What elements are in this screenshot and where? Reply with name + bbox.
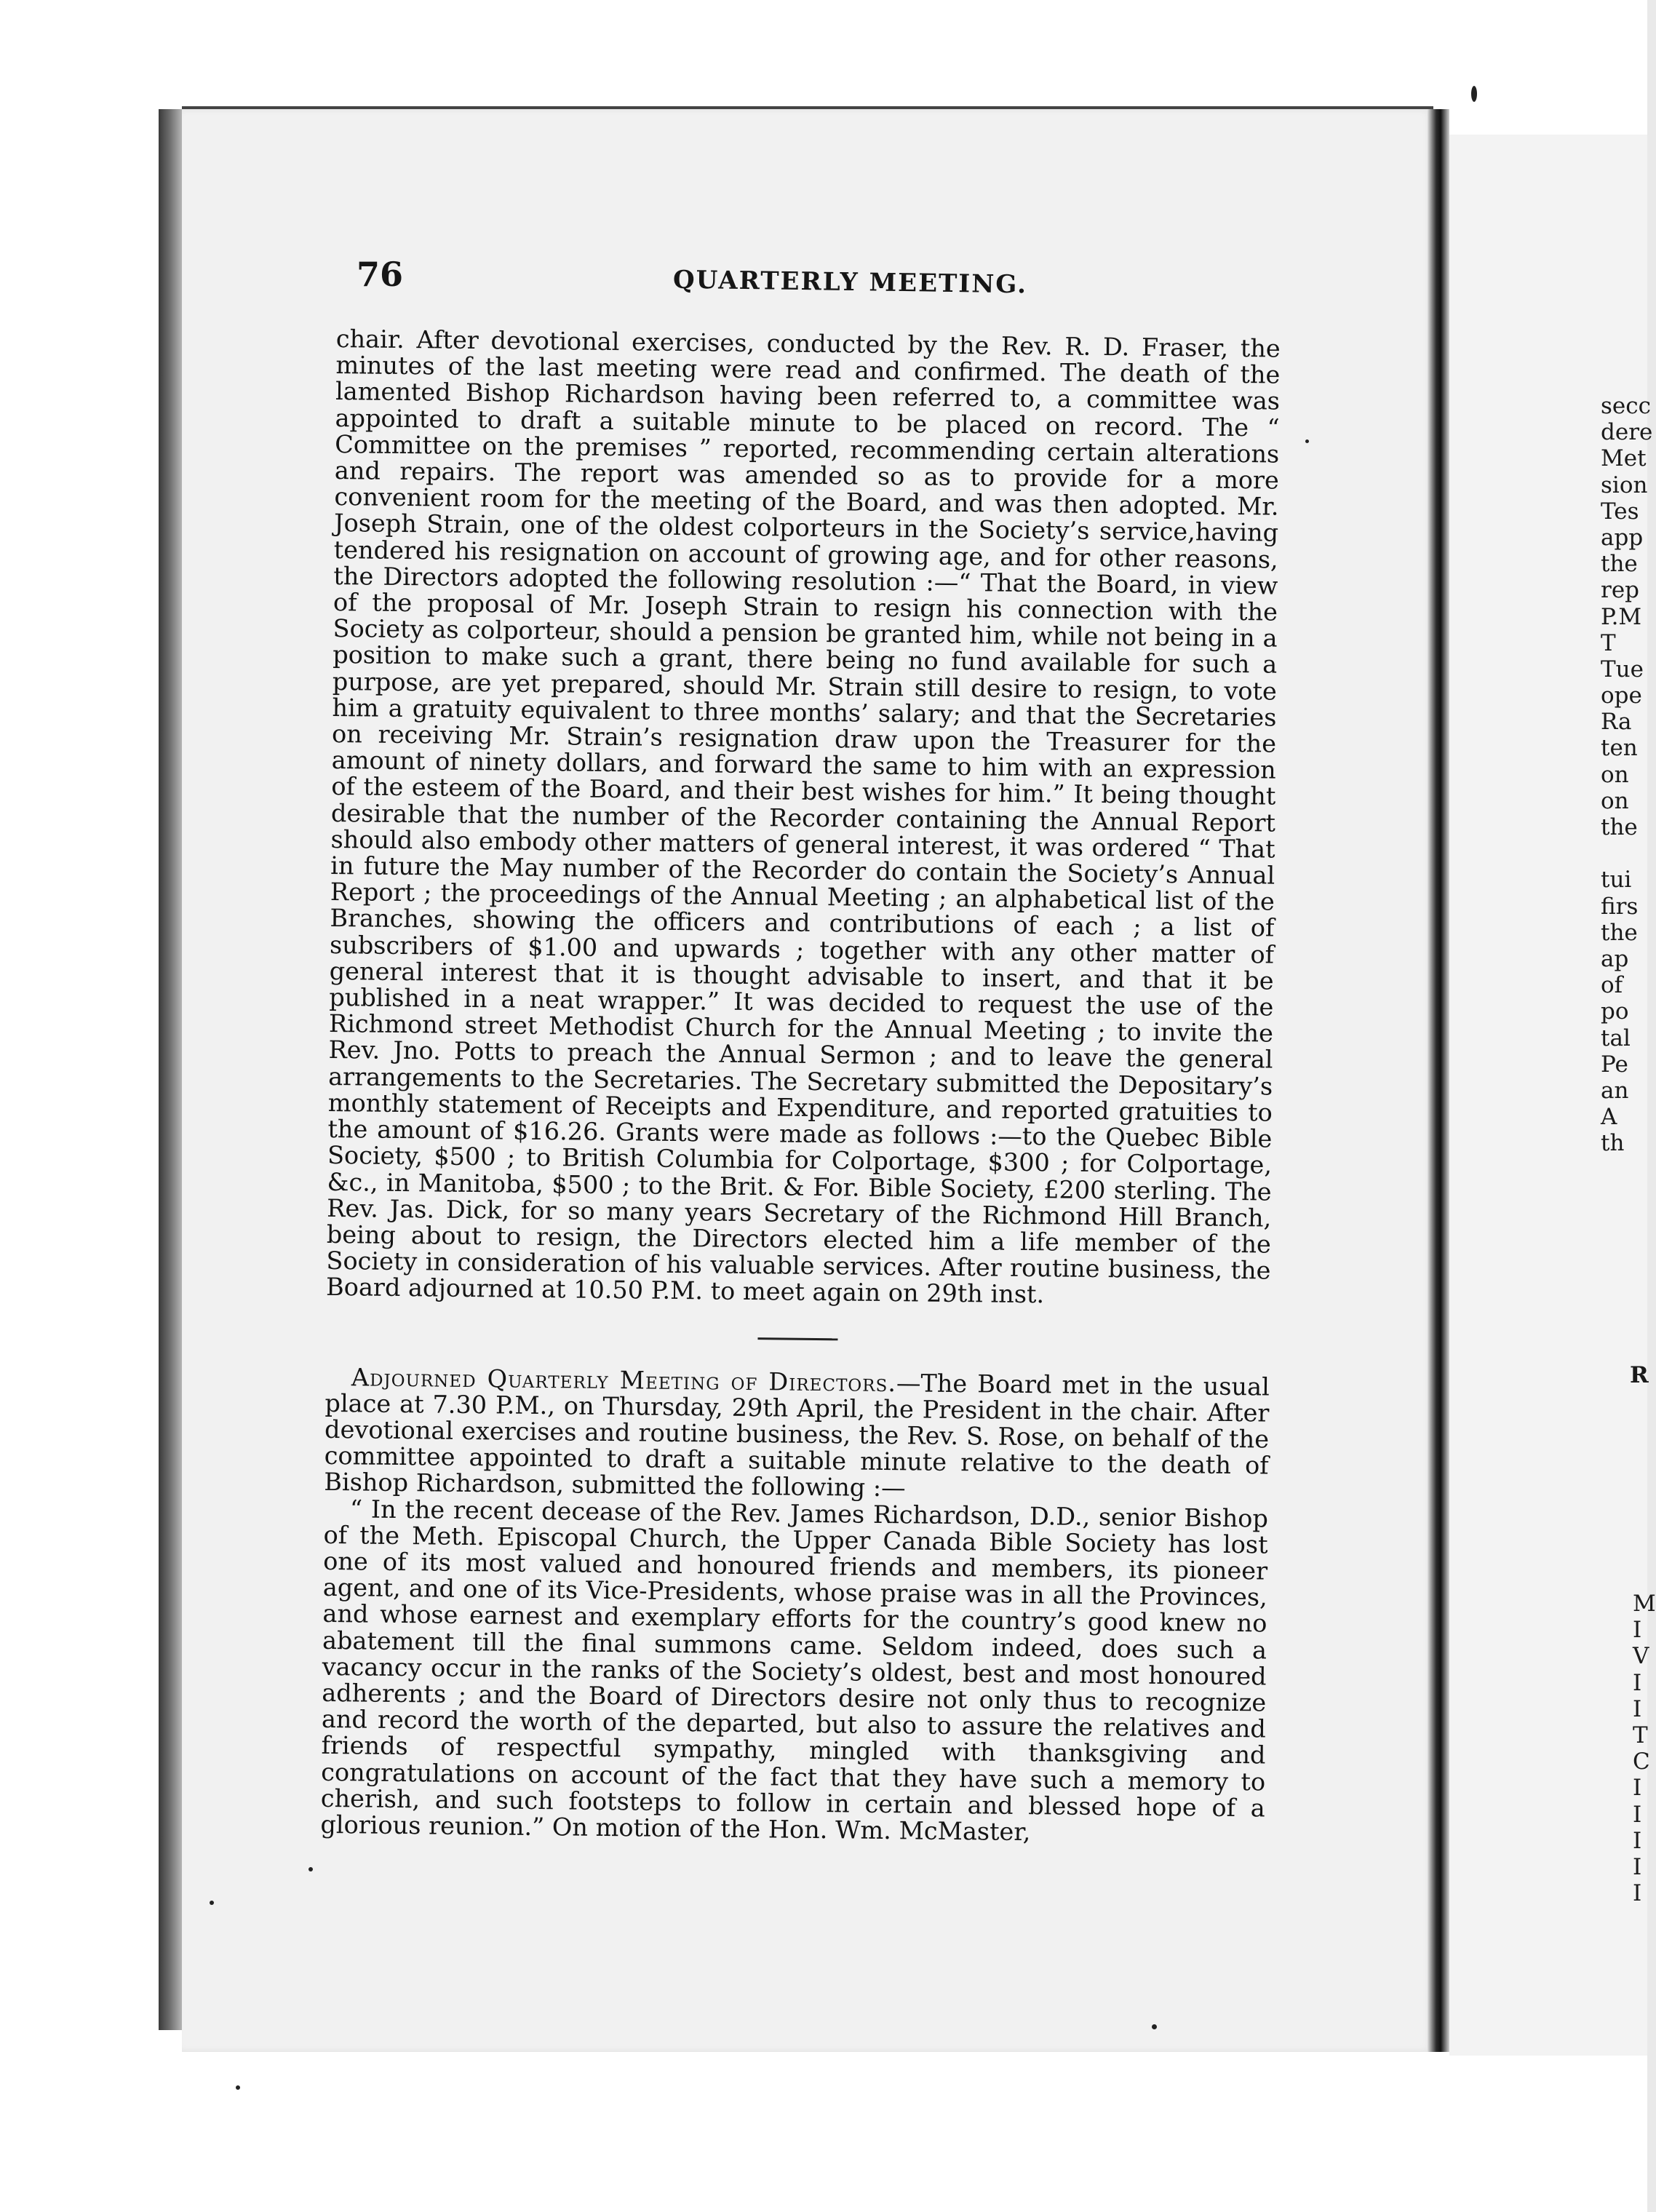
- facing-line: firs: [1601, 893, 1639, 920]
- facing-list-initial: I: [1633, 1695, 1642, 1722]
- facing-list-initial: I: [1633, 1669, 1642, 1696]
- facing-line: ten: [1601, 735, 1638, 762]
- facing-line: sion: [1601, 472, 1648, 498]
- facing-line: Pe: [1601, 1051, 1628, 1078]
- facing-line: ope: [1601, 683, 1642, 709]
- facing-page-column: [1601, 393, 1653, 1157]
- facing-line: Ra: [1601, 709, 1632, 736]
- facing-line: of: [1601, 972, 1623, 999]
- facing-list-initial: I: [1633, 1880, 1642, 1907]
- facing-line: the: [1601, 814, 1638, 840]
- facing-line: Tes: [1601, 498, 1639, 525]
- scan-speck: [1152, 2024, 1157, 2029]
- facing-line: po: [1601, 998, 1629, 1025]
- page-body: [320, 326, 1281, 1848]
- running-head: QUARTERLY MEETING.: [672, 265, 1028, 300]
- facing-list-initial: V: [1633, 1643, 1649, 1670]
- facing-line: A: [1601, 1104, 1617, 1131]
- facing-line: tui: [1601, 867, 1632, 894]
- facing-list-initial: I: [1633, 1801, 1642, 1828]
- facing-list-initial: I: [1633, 1853, 1642, 1880]
- facing-list-initial: I: [1633, 1827, 1642, 1854]
- facing-line: rep: [1601, 577, 1640, 604]
- facing-line: an: [1601, 1077, 1629, 1104]
- page-number: 76: [357, 255, 404, 294]
- facing-list-initial: I: [1633, 1775, 1642, 1802]
- facing-line: on: [1601, 761, 1629, 788]
- facing-line: Met: [1601, 445, 1647, 472]
- facing-line: T: [1601, 629, 1616, 656]
- scan-speck: [236, 2085, 240, 2090]
- facing-heading-fragment: R: [1630, 1362, 1649, 1388]
- adjourned-meeting-paragraph: [324, 1364, 1270, 1505]
- scan-speck: [1471, 86, 1477, 102]
- section-intro: —The Board met in the usual place at 7.30 P.M., on Thursday, 29th April, the President in the chair. After devotional exercises and routine business, the Rev. S. Rose, on behalf of the committee appointed to draft a suitable minute relative to the death of Bishop Richardson, submitted the following :—: [324, 1368, 1270, 1503]
- facing-list-initial: T: [1633, 1722, 1648, 1748]
- section-heading: Adjourned Quarterly Meeting of Directors.: [351, 1362, 897, 1397]
- facing-page-list: [1633, 1591, 1656, 1907]
- facing-list-initial: C: [1633, 1748, 1650, 1775]
- book-gutter: [1428, 109, 1449, 2052]
- facing-line: [1601, 840, 1647, 867]
- facing-list-initial: I: [1633, 1617, 1642, 1644]
- memorial-quote-paragraph: “ In the recent decease of the Rev. James Richardson, D.D., senior Bishop of the Meth. Episcopal Church, the Upper Canada Bible Society has lost one of its most valued and honoured friends and members, its pioneer agent, and one of its Vice-Presidents, whose praise was in all the Provinces, and whose earnest and exemplary efforts for the country’s good knew no abatement till the final summons came. Seldom indeed, does such a vacancy occur in the ranks of the Society’s oldest, best and most honoured adherents ; and the Board of Directors desire not only thus to recognize and record the worth of the departed, but also to assure the relatives and friends of respectful sympathy, mingled with thanksgiving and congratulations on account of the fact that they have such a memory to cherish, and such footsteps to follow in certain and blessed hope of a glorious reunion.” On motion of the Hon. Wm. McMaster,: [320, 1494, 1269, 1847]
- facing-line: P.M: [1601, 603, 1642, 630]
- facing-line: tal: [1601, 1025, 1631, 1051]
- facing-line: dere: [1601, 419, 1653, 446]
- scan-speck: [1305, 439, 1309, 443]
- scan-speck: [308, 1867, 313, 1871]
- minutes-paragraph: chair. After devotional exercises, conducted by the Rev. R. D. Fraser, the minutes of the last meeting were read and confirmed. The death of the lamented Bishop Richardson having been referred to, a committee was appointed to draft a suitable minute to be placed on record. The “ Committee on the premises ” reported, recommending certain alterations and repairs. The report was amended so as to provide for a more convenient room for the meeting of the Board, and was then adopted. Mr. Joseph Strain, one of the oldest colporteurs in the Society’s service,having tendered his resignation on account of growing age, and for other reasons, the Directors adopted the following resolution :—“ That the Board, in view of the proposal of Mr. Joseph Strain to resign his connection with the Society as colporteur, should a pension be granted him, while not being in a position to make such a grant, there being no fund available for such a purpose, are yet prepared, should Mr. Strain still desire to resign, to vote him a gratuity equivalent to three months’ salary; and that the Secretaries on receiving Mr. Strain’s resignation draw upon the Treasurer for the amount of ninety dollars, and forward the same to him with an expression of the esteem of the Board, and their best wishes for him.” It being thought desirable that the number of the Recorder containing the Annual Report should also embody other matters of general interest, it was ordered “ That in future the May number of the Recorder do contain the Society’s Annual Report ; the proceedings of the Annual Meeting ; an alphabetical list of the Branches, showing the officers and contributions of each ; a list of subscribers of $1.00 and upwards ; together with any other matter of general interest that it is thought advisable to insert, and that it be published in a neat wrapper.” It was decided to request the use of the Richmond street Methodist Church for the Annual Meeting ; to invite the Rev. Jno. Potts to preach the Annual Sermon ; and to leave the general arrangements to the Secretaries. The Secretary submitted the Depositary’s monthly statement of Receipts and Expenditure, and reported gratuities to the amount of $16.26. Grants were made as follows :—to the Quebec Bible Society, $500 ; to British Columbia for Colportage, $300 ; for Colportage, &c., in Manitoba, $500 ; to the Brit. & For. Bible Society, £200 sterling. The Rev. Jas. Dick, for so many years Secretary of the Richmond Hill Branch, being about to resign, the Directors elected him a life member of the Society in consideration of his valuable services. After routine business, the Board adjourned at 10.50 P.M. to meet again on 29th inst.: [325, 325, 1281, 1309]
- book-spine-edge: [159, 109, 183, 2030]
- section-divider: [757, 1337, 837, 1340]
- facing-line: the: [1601, 551, 1638, 578]
- scan-speck: [210, 1901, 214, 1905]
- facing-line: secc: [1601, 393, 1651, 419]
- facing-line: app: [1601, 524, 1644, 551]
- facing-line: Tue: [1601, 656, 1644, 683]
- facing-line: th: [1601, 1130, 1625, 1157]
- facing-line: on: [1601, 787, 1629, 814]
- facing-list-initial: M: [1633, 1591, 1656, 1617]
- facing-line: ap: [1601, 945, 1629, 972]
- facing-line: the: [1601, 919, 1638, 946]
